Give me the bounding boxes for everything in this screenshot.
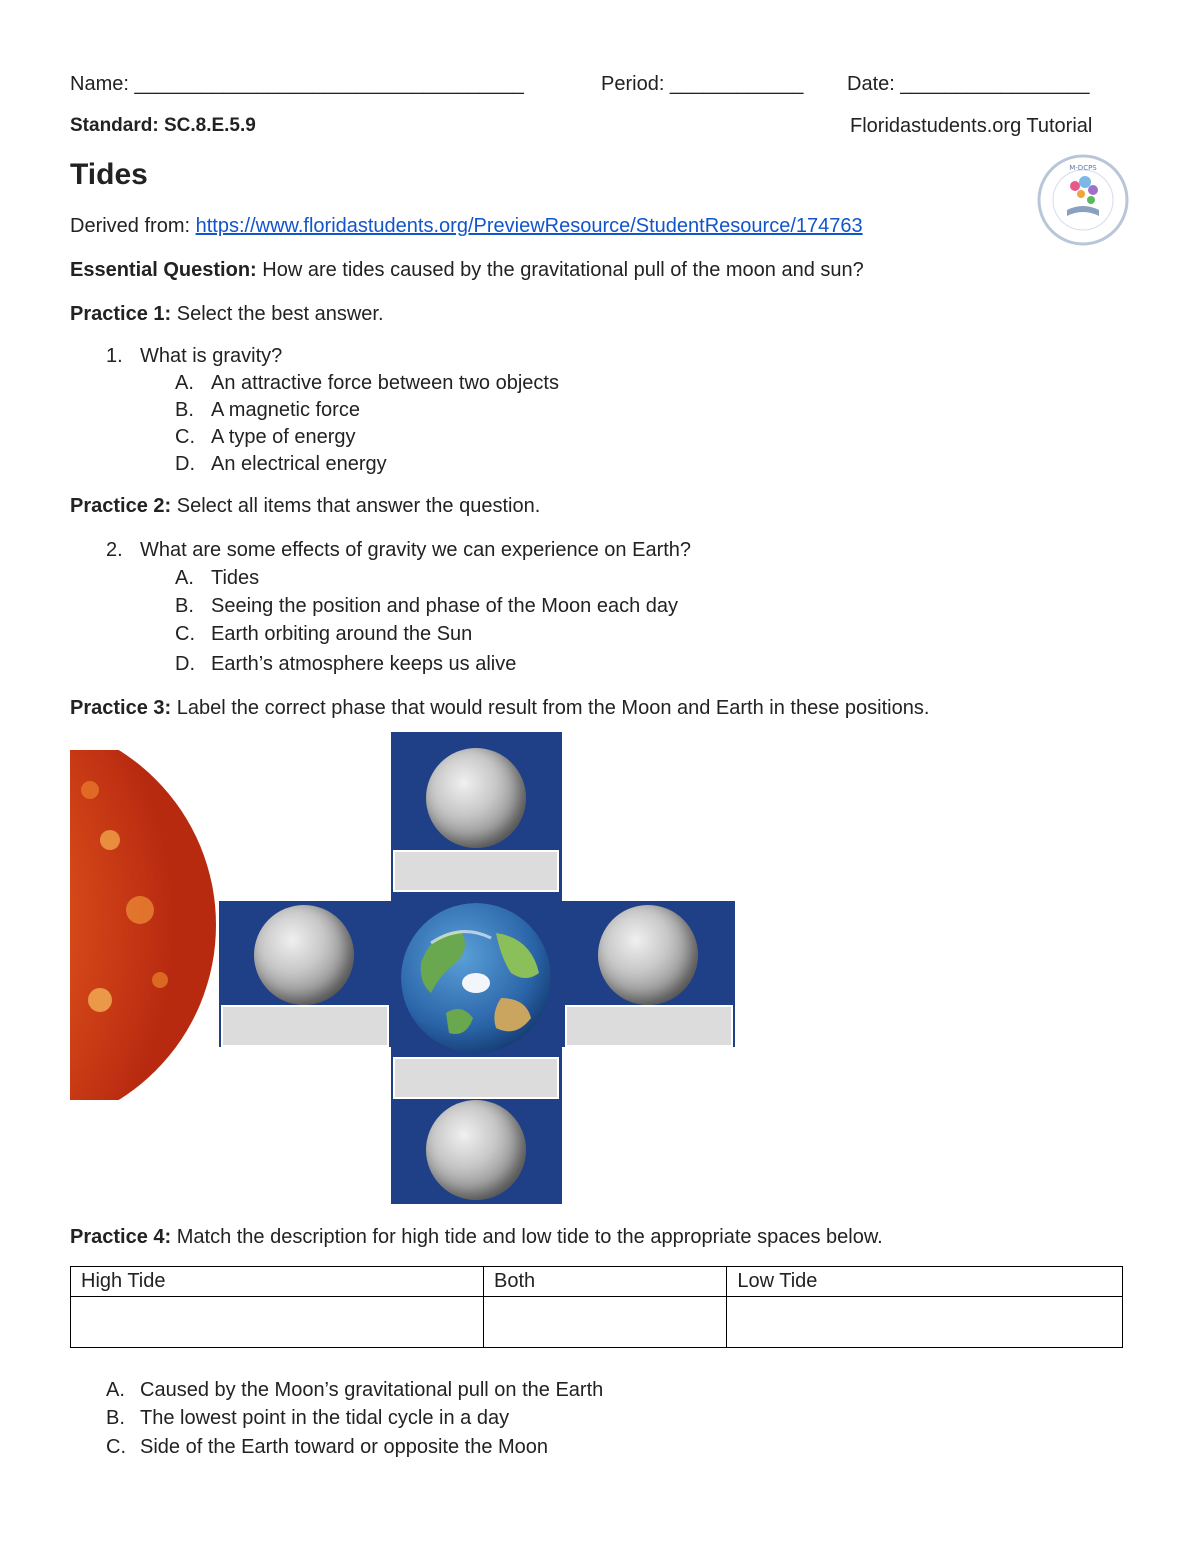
option-letter: C. — [106, 1436, 126, 1458]
essential-question — [70, 258, 864, 282]
option-text: Tides — [211, 567, 260, 589]
practice-2-instructions: Select all items that answer the question. — [171, 495, 541, 517]
option-text: Earth orbiting around the Sun — [211, 623, 473, 645]
practice-4-heading — [70, 1225, 883, 1249]
option-text: Caused by the Moon’s gravitational pull on the Earth — [140, 1379, 604, 1401]
practice-1-instructions: Select the best answer. — [171, 303, 384, 325]
option-letter: D. — [175, 453, 195, 475]
description-option — [106, 1406, 509, 1430]
option-text: Earth’s atmosphere keeps us alive — [211, 653, 517, 675]
header-both: Both — [484, 1267, 727, 1297]
answer-option[interactable] — [175, 425, 356, 449]
option-text: A type of energy — [211, 426, 356, 448]
date-field-label: Date: _________________ — [847, 73, 1090, 95]
standard-label: Standard: SC.8.E.5.9 — [70, 115, 256, 136]
svg-text:M-DCPS: M-DCPS — [1069, 164, 1097, 172]
option-text: An electrical energy — [211, 453, 387, 475]
tutorial-label: Floridastudents.org Tutorial — [850, 115, 1093, 137]
phase-label-box-right[interactable] — [565, 1005, 733, 1047]
question-2 — [106, 538, 691, 562]
option-letter: D. — [175, 653, 195, 675]
cell-both[interactable] — [484, 1297, 727, 1348]
page-title: Tides — [70, 158, 148, 191]
name-field-label: Name: ___________________________________ — [70, 73, 524, 95]
answer-option[interactable] — [175, 398, 360, 422]
practice-4-instructions: Match the description for high tide and low tide to the appropriate spaces below. — [171, 1226, 883, 1248]
resource-link[interactable]: https://www.floridastudents.org/PreviewResource/StudentResource/174763 — [195, 215, 863, 237]
answer-option[interactable] — [175, 371, 559, 395]
option-letter: C. — [175, 623, 195, 645]
phase-label-box-top[interactable] — [393, 850, 559, 892]
answer-option[interactable] — [175, 566, 259, 590]
practice-3-instructions: Label the correct phase that would result from the Moon and Earth in these positions. — [171, 697, 930, 719]
essential-question-text: How are tides caused by the gravitational pull of the moon and sun? — [256, 259, 864, 281]
question-text: What is gravity? — [140, 345, 283, 367]
derived-from — [70, 214, 863, 238]
option-letter: A. — [175, 372, 194, 394]
period-field-label: Period: ____________ — [601, 73, 804, 95]
practice-3-label: Practice 3: — [70, 697, 172, 719]
option-text: Side of the Earth toward or opposite the Moon — [140, 1436, 549, 1458]
option-text: Seeing the position and phase of the Moon each day — [211, 595, 679, 617]
option-text: An attractive force between two objects — [211, 372, 559, 394]
moon-bottom-icon — [426, 1100, 526, 1200]
option-text: A magnetic force — [211, 399, 360, 421]
earth-icon — [401, 903, 551, 1053]
cell-low-tide[interactable] — [727, 1297, 1123, 1348]
answer-option[interactable] — [175, 594, 678, 618]
question-text: What are some effects of gravity we can experience on Earth? — [140, 539, 692, 561]
question-number: 2. — [106, 539, 123, 561]
cell-high-tide[interactable] — [71, 1297, 484, 1348]
option-letter: B. — [106, 1407, 125, 1429]
practice-3-heading — [70, 696, 929, 720]
sun-icon — [70, 750, 218, 1100]
header-high-tide: High Tide — [71, 1267, 484, 1297]
logo-seal-icon — [1037, 150, 1129, 250]
answer-option[interactable] — [175, 622, 472, 646]
option-letter: C. — [175, 426, 195, 448]
answer-option[interactable] — [175, 452, 387, 476]
option-letter: B. — [175, 399, 194, 421]
essential-question-label: Essential Question: — [70, 259, 257, 281]
practice-2-heading — [70, 494, 540, 518]
description-option — [106, 1378, 603, 1402]
option-letter: A. — [175, 567, 194, 589]
practice-1-label: Practice 1: — [70, 303, 172, 325]
answer-option[interactable] — [175, 652, 516, 676]
phase-label-box-left[interactable] — [221, 1005, 389, 1047]
header-low-tide: Low Tide — [727, 1267, 1123, 1297]
moon-top-icon — [426, 748, 526, 848]
tides-match-table — [70, 1266, 1123, 1348]
question-number: 1. — [106, 345, 123, 367]
sun-image — [70, 750, 218, 1100]
moon-left-icon — [254, 905, 354, 1005]
practice-1-heading — [70, 302, 384, 326]
derived-label: Derived from: — [70, 215, 196, 237]
practice-2-label: Practice 2: — [70, 495, 172, 517]
mdcps-science-logo — [1037, 150, 1129, 250]
question-1 — [106, 344, 282, 368]
moon-right-icon — [598, 905, 698, 1005]
description-option — [106, 1435, 548, 1459]
practice-4-label: Practice 4: — [70, 1226, 172, 1248]
option-letter: B. — [175, 595, 194, 617]
earth-globe — [401, 903, 551, 1053]
option-text: The lowest point in the tidal cycle in a day — [140, 1407, 510, 1429]
option-letter: A. — [106, 1379, 125, 1401]
phase-label-box-bottom[interactable] — [393, 1057, 559, 1099]
